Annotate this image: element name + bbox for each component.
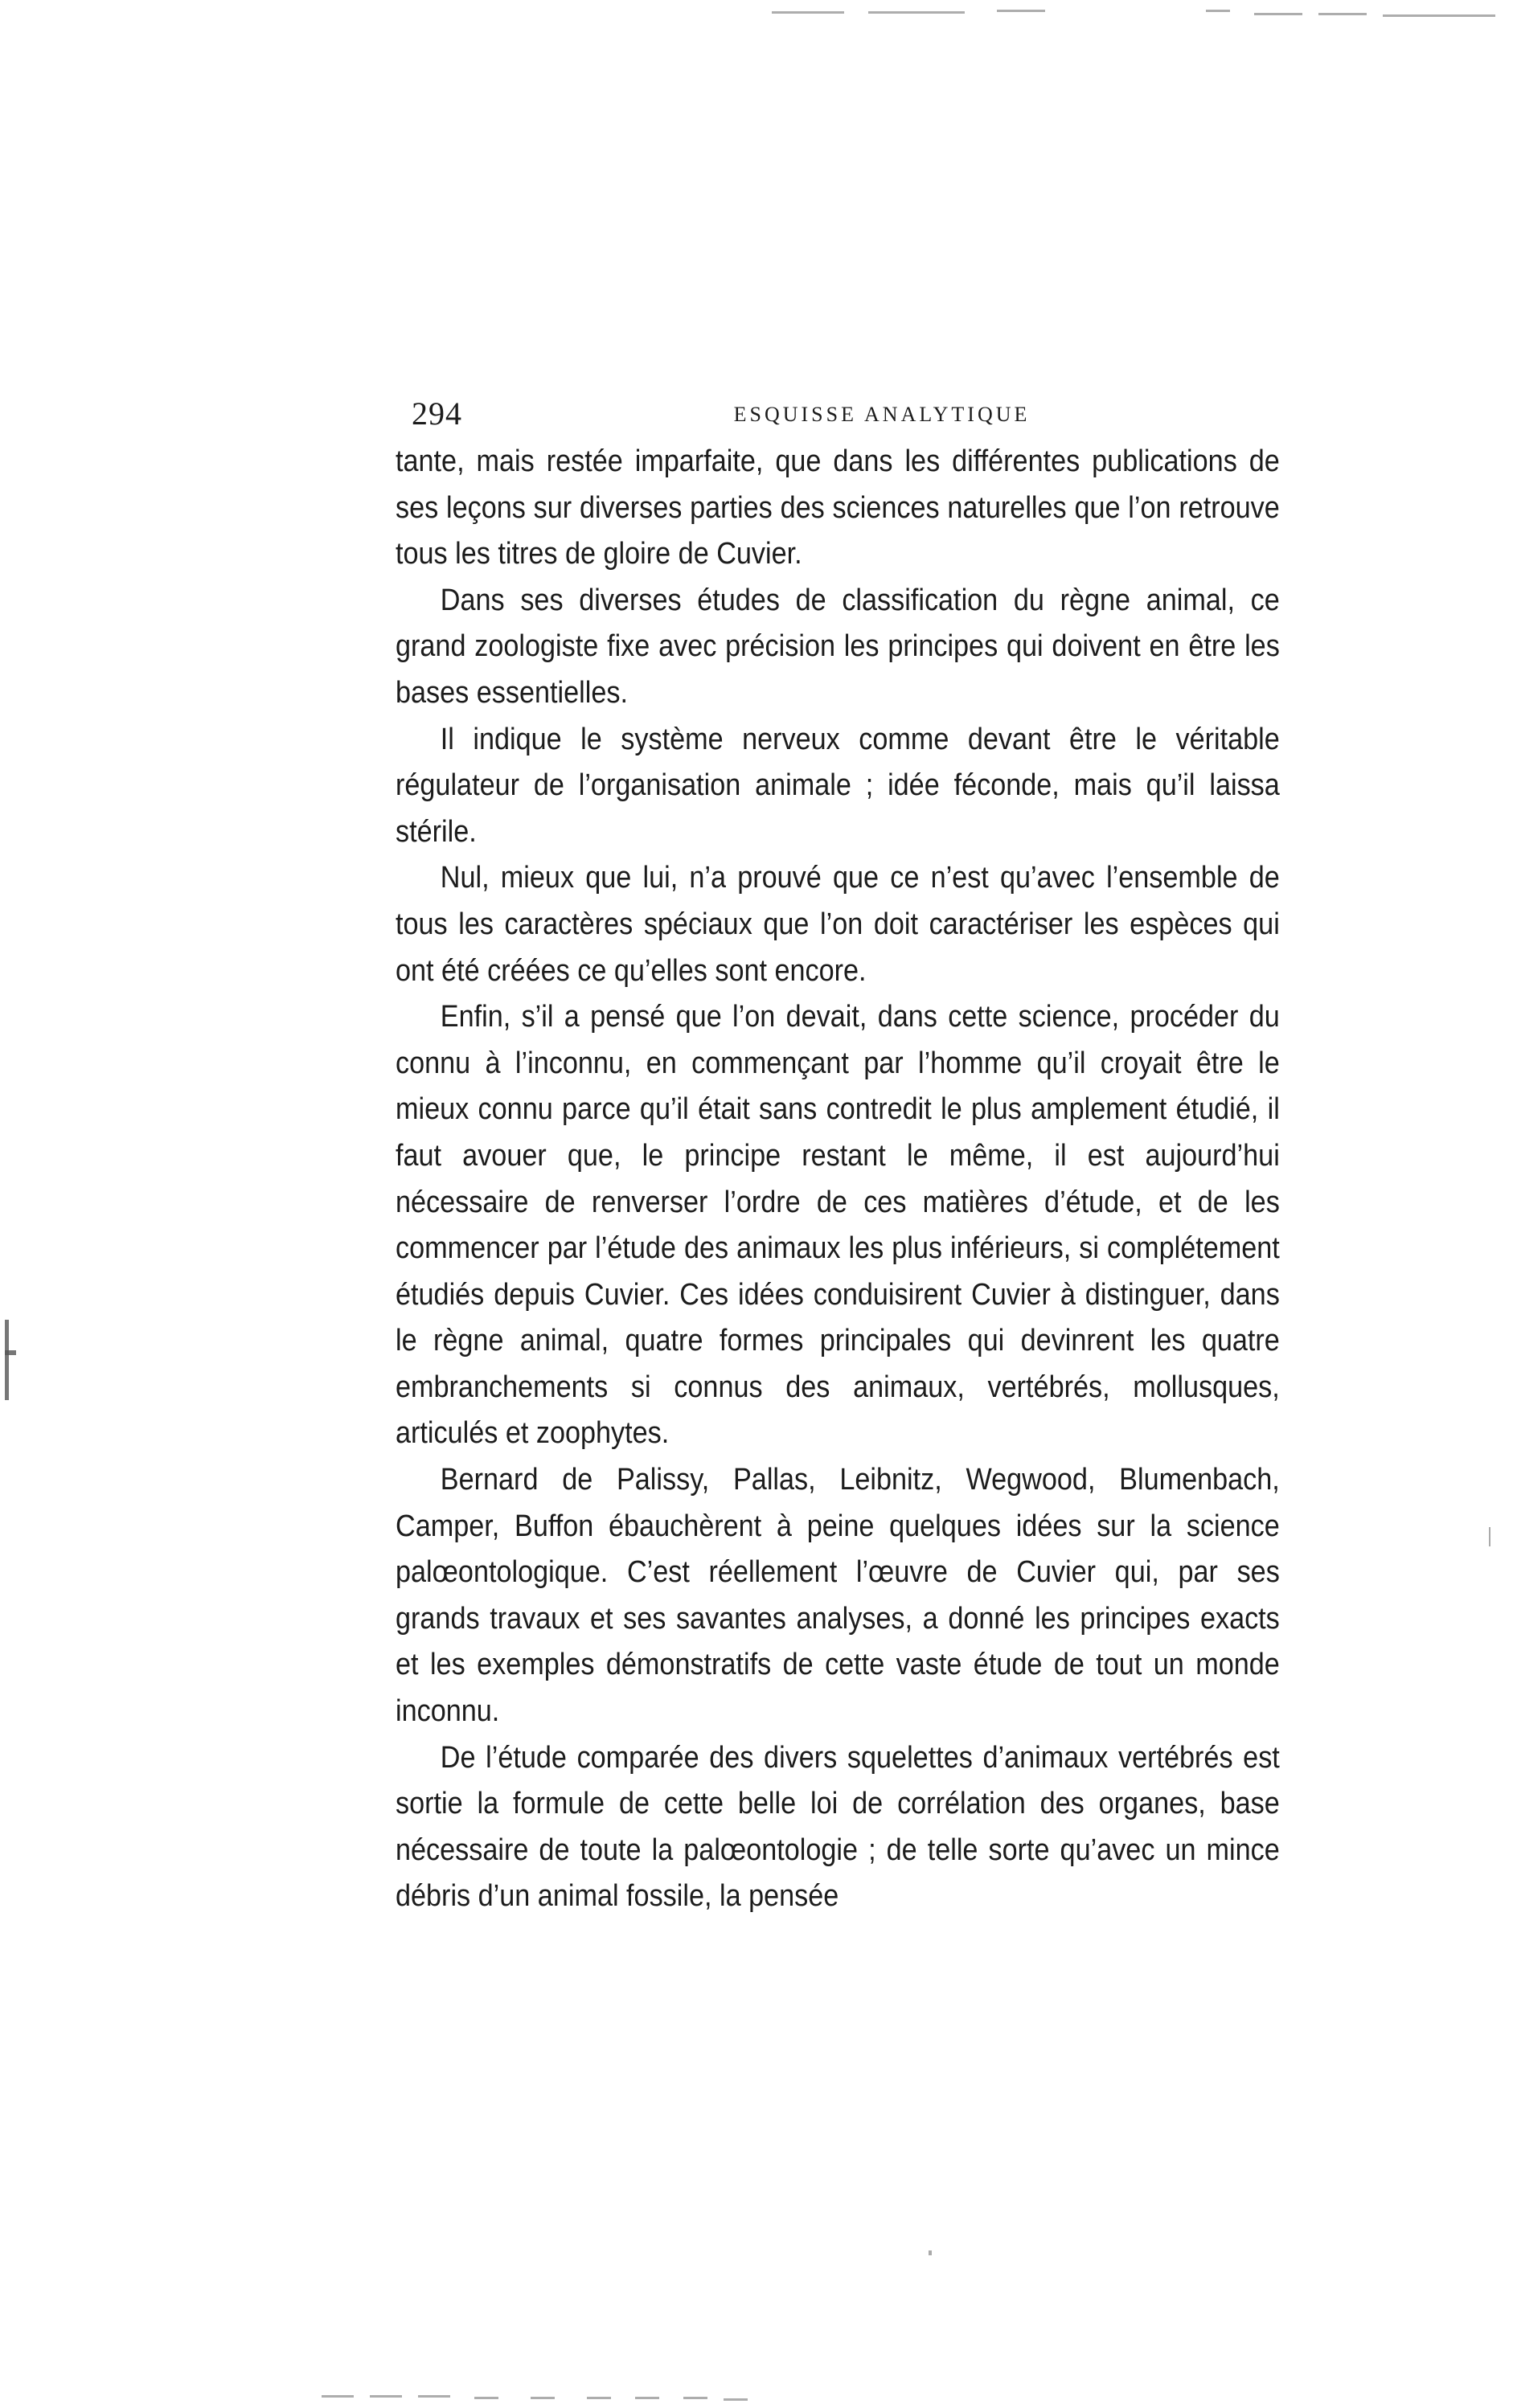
scan-edge-line (587, 2397, 611, 2399)
paragraph: Bernard de Palissy, Pallas, Leibnitz, Wegwood, Blumenbach, Camper, Buffon ébauchèrent à peine quelques idées sur la science palœontologique. C’est réellement l’œuvre de Cuvier qui, par ses grands travaux et ses savantes analyses, a donné les principes exacts et les exemples démonstratifs de cette vaste étude de tout un monde inconnu. (396, 1463, 1280, 1729)
scan-margin-mark (5, 1320, 9, 1400)
scan-edge-line (1206, 10, 1230, 12)
page-number: 294 (412, 395, 462, 432)
paragraph: tante, mais restée imparfaite, que dans les différentes publications de ses leçons sur diverses parties des sciences naturelles que l’on retrouve tous les titres de gloire de Cuvier. (396, 444, 1280, 571)
scan-edge-line (683, 2397, 707, 2399)
scan-edge-line (724, 2398, 748, 2401)
paragraph: Enfin, s’il a pensé que l’on devait, dans cette science, procéder du connu à l’inconnu, en commençant par l’homme qu’il croyait être le mieux connu parce qu’il était sans contredit le plus amplement étudié, il faut avouer que, le principe restant le même, il est aujourd’hui nécessaire de renverser l’ordre de ces matières d’étude, et de les commencer par l’étude des animaux les plus inférieurs, si complétement étudiés depuis Cuvier. Ces idées conduisirent Cuvier à distinguer, dans le règne animal, quatre formes principales qui devinrent les quatre embranchements si connus des animaux, vertébrés, mollusques, articulés et zoophytes. (396, 1000, 1280, 1451)
paragraph: Dans ses diverses études de classification du règne animal, ce grand zoologiste fixe avec précision les principes qui doivent en être les bases essentielles. (396, 583, 1280, 710)
scan-margin-mark (5, 1350, 16, 1355)
scan-edge-line (868, 11, 965, 14)
running-head (412, 394, 1280, 434)
scan-edge-line (1254, 13, 1302, 15)
running-title: ESQUISSE ANALYTIQUE (733, 403, 1031, 426)
paragraph: De l’étude comparée des divers squelettes d’animaux vertébrés est sortie la formule de cette belle loi de corrélation des organes, base nécessaire de toute la palœontologie ; de telle sorte qu’avec un mince débris d’un animal fossile, la pensée (396, 1740, 1280, 1914)
scan-edge-line (418, 2395, 450, 2398)
scan-edge-line (322, 2395, 354, 2398)
scan-edge-line (474, 2397, 498, 2399)
scan-edge-line (370, 2395, 402, 2398)
scan-edge-line (772, 11, 844, 14)
body-text (396, 439, 1280, 1920)
scan-edge-line (997, 10, 1045, 12)
scan-edge-line (531, 2397, 555, 2399)
scan-margin-mark (929, 2250, 932, 2255)
paragraph: Il indique le système nerveux comme devant être le véritable régulateur de l’organisation animale ; idée féconde, mais qu’il laissa stérile. (396, 722, 1280, 849)
scan-edge-line (1318, 13, 1367, 15)
scan-margin-mark (1489, 1527, 1490, 1546)
paragraph: Nul, mieux que lui, n’a prouvé que ce n’est qu’avec l’ensemble de tous les caractères spéciaux que l’on doit caractériser les espèces qui ont été créées ce qu’elles sont encore. (396, 861, 1280, 988)
scan-edge-line (1383, 14, 1495, 17)
scan-edge-line (635, 2397, 659, 2399)
